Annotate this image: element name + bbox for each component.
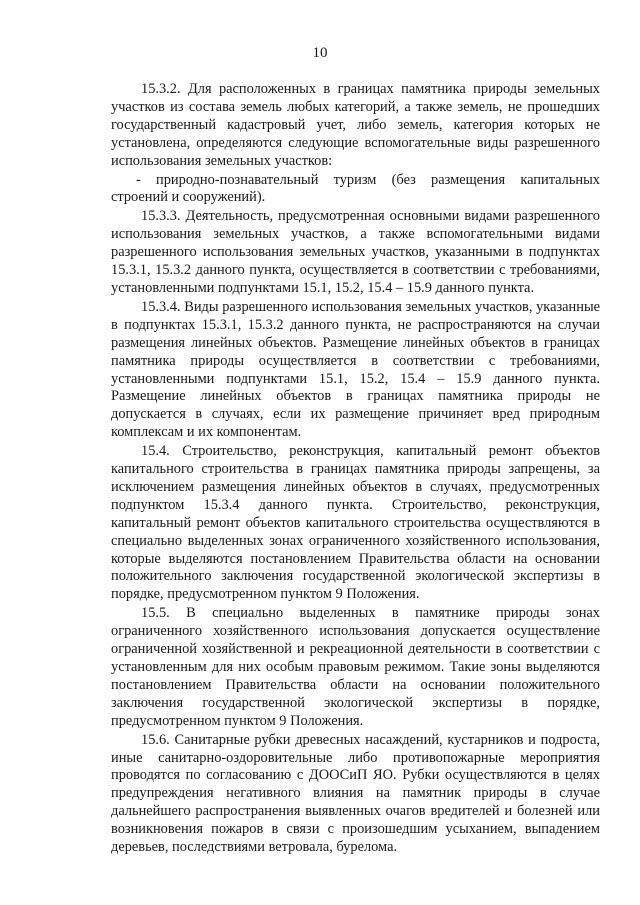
paragraph-15-3-4: 15.3.4. Виды разрешенного использования земельных участков, указанные в подпунктах 15.3.1, 15.3.2 данного пункта, не распространяются на случаи размещения линейных объектов. Размещение линейных объектов в границах памятника природы осуществляется в соответствии с требованиями, установленными подпунктами 15.1, 15.2, 15.4 – 15.9 данного пункта. Размещение линейных объектов в границах памятника природы не допускается в случаях, если их размещение причиняет вред природным комплексам и их компонентам. [111, 298, 600, 441]
paragraph-15-5: 15.5. В специально выделенных в памятнике природы зонах ограниченного хозяйственного использования допускается осуществление ограниченной хозяйственной и рекреационной деятельности в соответствии с установленным для них особым правовым режимом. Такие зоны выделяются постановлением Правительства области на основании положительного заключения государственной экологической экспертизы в порядке, предусмотренном пунктом 9 Положения. [111, 605, 600, 729]
paragraph-15-4: 15.4. Строительство, реконструкция, капитальный ремонт объектов капитального строительства в границах памятника природы запрещены, за исключением размещения линейных объектов в случаях, предусмотренных подпунктом 15.3.4 данного пункта. Строительство, реконструкция, капитальный ремонт объектов капитального строительства осуществляются в специально выделенных зонах ограниченного хозяйственного использования, которые выделяются постановлением Правительства области на основании положительного заключения государственной экологической экспертизы в порядке, предусмотренном пунктом 9 Положения. [111, 443, 600, 603]
document-body [111, 81, 600, 858]
paragraph-15-3-2: 15.3.2. Для расположенных в границах памятника природы земельных участков из состава земель любых категорий, а также земель, не прошедших государственный кадастровый учет, либо земель, категория которых не установлена, определяются следующие вспомогательные виды разрешенного использования земельных участков: [111, 81, 600, 169]
paragraph-15-6: 15.6. Санитарные рубки древесных насаждений, кустарников и подроста, иные санитарно-оздоровительные либо противопожарные мероприятия проводятся по согласованию с ДООСиП ЯО. Рубки осуществляются в целях предупреждения негативного влияния на памятник природы в случае дальнейшего распространения выявленных очагов вредителей и болезней или возникновения пожаров в связи с произошедшим усыханием, выпадением деревьев, последствиями ветровала, бурелома. [111, 731, 600, 856]
page-number: 10 [312, 45, 328, 61]
list-item-tourism: - природно-познавательный туризм (без размещения капитальных строений и сооружений). [111, 171, 600, 206]
paragraph-15-3-3: 15.3.3. Деятельность, предусмотренная основными видами разрешенного использования земельных участков, а также вспомогательными видами разрешенного использования земельных участков, указанными в подпунктах 15.3.1, 15.3.2 данного пункта, осуществляется в соответствии с требованиями, установленными подпунктами 15.1, 15.2, 15.4 – 15.9 данного пункта. [111, 208, 600, 296]
